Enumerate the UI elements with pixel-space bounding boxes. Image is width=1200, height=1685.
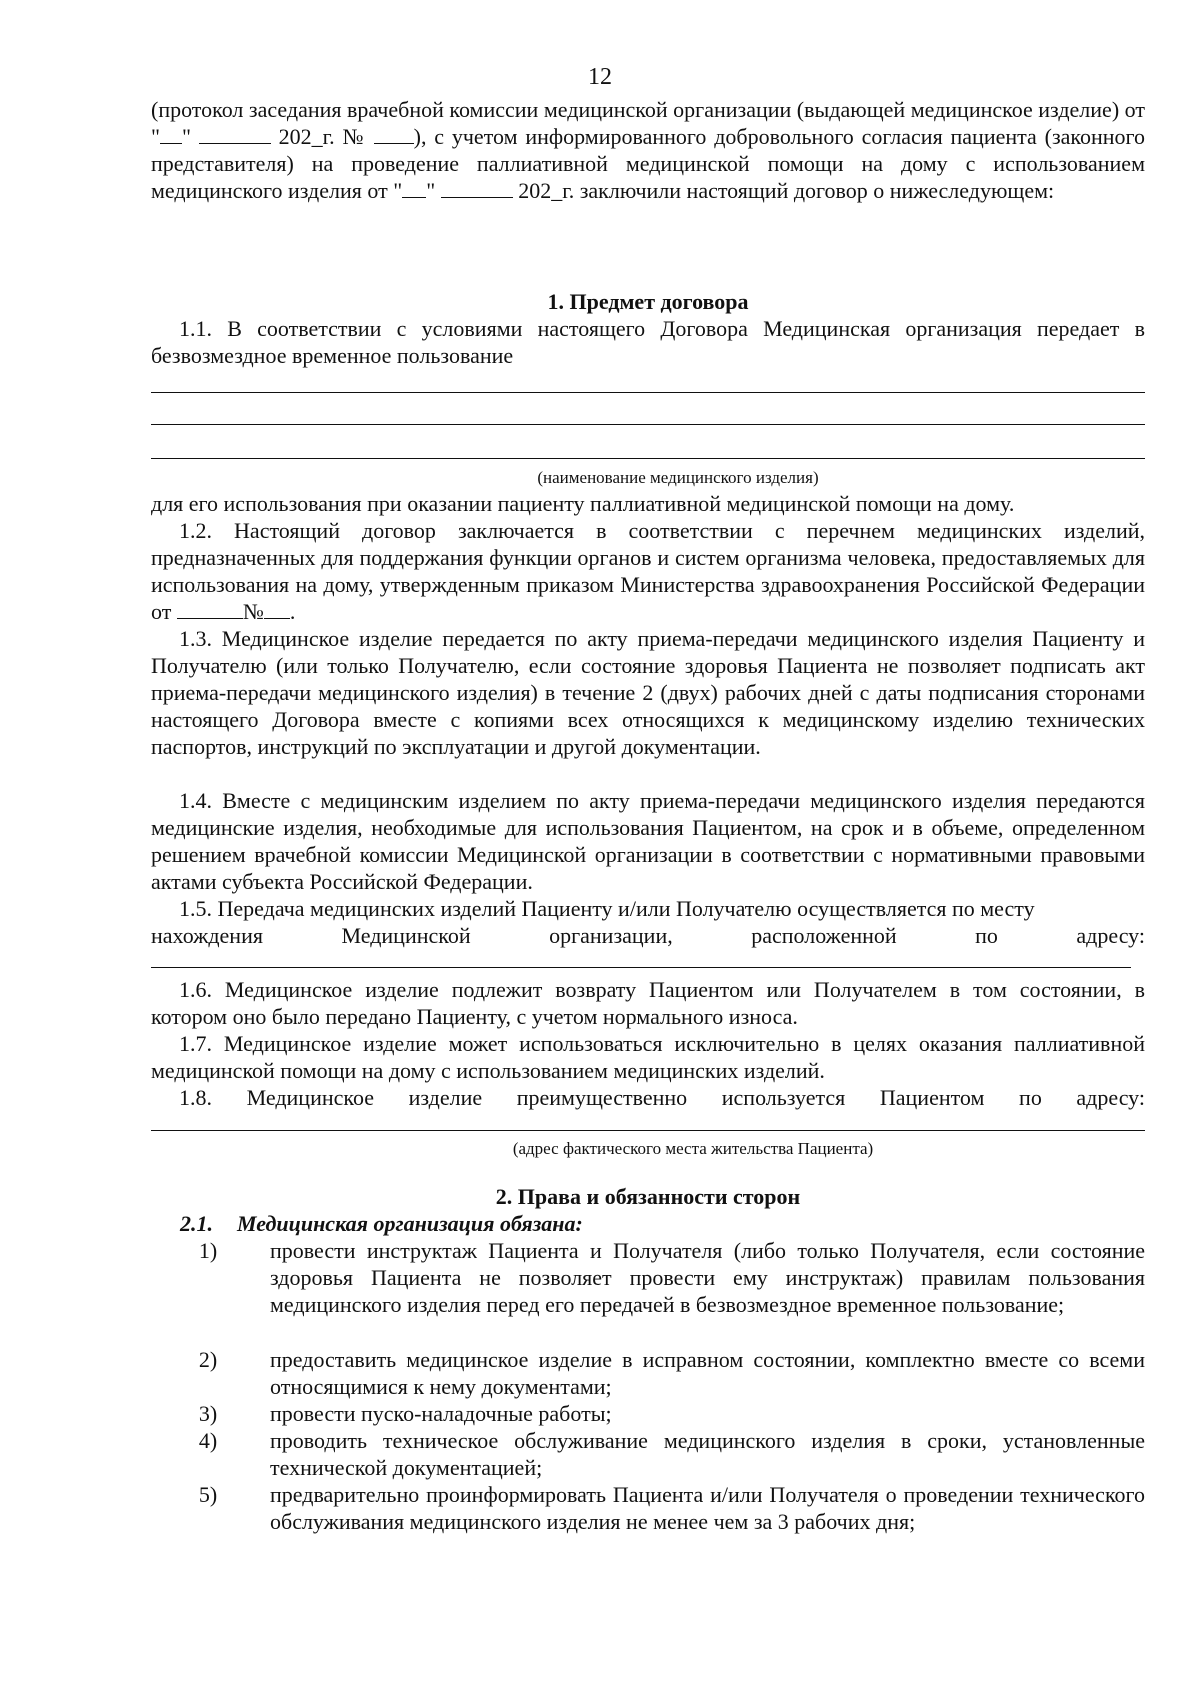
- day-blank: [402, 177, 426, 198]
- clause-1-5: 1.5. Передача медицинских изделий Пациенту и/или Получателю осуществляется по месту: [179, 896, 1035, 921]
- device-name-caption: (наименование медицинского изделия): [537, 468, 819, 487]
- clause-2-1-number: 2.1.: [180, 1211, 213, 1236]
- section-2-title: 2. Права и обязанности сторон: [495, 1184, 801, 1209]
- address-fill-line: [151, 967, 1131, 968]
- list-item-number: 3): [198, 1401, 218, 1426]
- month-blank: [199, 123, 271, 144]
- clause-1-8: 1.8. Медицинское изделие преимущественно используется Пациентом по адресу:: [179, 1085, 1145, 1110]
- clause-1-5-address-line: нахождения Медицинской организации, расположенной по адресу:: [151, 923, 1145, 948]
- list-item-text: провести пуско-наладочные работы;: [270, 1401, 612, 1426]
- clause-1-7: 1.7. Медицинское изделие может использоваться исключительно в целях оказания паллиативной медицинской помощи на дому с использованием медицинских изделий.: [151, 1031, 1145, 1083]
- list-item-number: 2): [198, 1347, 218, 1372]
- list-item-text: проводить техническое обслуживание медицинского изделия в сроки, установленные технической документацией;: [270, 1428, 1145, 1480]
- month-blank: [441, 177, 513, 198]
- fill-line: [151, 424, 1145, 425]
- list-item-text: предоставить медицинское изделие в исправном состоянии, комплектно вместе со всеми относящимися к нему документами;: [270, 1347, 1145, 1399]
- clause-1-6: 1.6. Медицинское изделие подлежит возврату Пациентом или Получателем в том состоянии, в котором оно было передано Пациенту, с учетом нормального износа.: [151, 977, 1145, 1029]
- clause-1-1: 1.1. В соответствии с условиями настоящего Договора Медицинская организация передает в безвозмездное временное пользование: [151, 316, 1145, 368]
- page-number: 12: [588, 64, 612, 90]
- date-blank: [177, 598, 243, 619]
- list-item-text: предварительно проинформировать Пациента и/или Получателя о проведении технического обслуживания медицинского изделия не менее чем за 3 рабочих дня;: [270, 1482, 1145, 1534]
- clause-1-1-continuation: для его использования при оказании пациенту паллиативной медицинской помощи на дому.: [151, 491, 1015, 516]
- section-1-title: 1. Предмет договора: [547, 289, 749, 314]
- residence-address-caption: (адрес фактического места жительства Пациента): [512, 1139, 874, 1158]
- day-blank: [160, 123, 182, 144]
- fill-line: [151, 458, 1145, 459]
- list-item-text: провести инструктаж Пациента и Получателя (либо только Получателя, если состояние здоровья Пациента не позволяет провести ему инструктаж) правилам пользования медицинского изделия перед его передачей в безвозмездное временное пользование;: [270, 1238, 1145, 1317]
- intro-paragraph: (протокол заседания врачебной комиссии медицинской организации (выдающей медицинское изделие) от " " 202_г. № ), с учетом информированного добровольного согласия пациента (законного представителя) на проведение паллиативной медицинской помощи на дому с использованием медицинского изделия от " " 202_г. заключили настоящий договор о нижеследующем:: [151, 97, 1145, 203]
- clause-1-3: 1.3. Медицинское изделие передается по акту приема-передачи медицинского изделия Пациенту и Получателю (или только Получателю, если состояние здоровья Пациента не позволяет подписать акт приема-передачи медицинского изделия) в течение 2 (двух) рабочих дней с даты подписания сторонами настоящего Договора вместе с копиями всех относящихся к медицинскому изделию технических паспортов, инструкций по эксплуатации и другой документации.: [151, 626, 1145, 759]
- list-item-number: 5): [198, 1482, 218, 1507]
- residence-address-line: [151, 1130, 1145, 1131]
- number-blank: [374, 123, 414, 144]
- fill-line: [151, 392, 1145, 393]
- clause-1-4: 1.4. Вместе с медицинским изделием по акту приема-передачи медицинского изделия передаются медицинские изделия, необходимые для использования Пациентом, на срок и в объеме, определенном решением врачебной комиссии Медицинской организации в соответствии с нормативными правовыми актами субъекта Российской Федерации.: [151, 788, 1145, 894]
- clause-2-1-title: Медицинская организация обязана:: [237, 1211, 583, 1236]
- clause-1-2: 1.2. Настоящий договор заключается в соответствии с перечнем медицинских изделий, предназначенных для поддержания функции органов и систем организма человека, предоставляемых для использования на дому, утвержденным приказом Министерства здравоохранения Российской Федерации от № .: [151, 518, 1145, 624]
- list-item-number: 1): [198, 1238, 218, 1263]
- list-item-number: 4): [198, 1428, 218, 1453]
- number-blank: [264, 598, 290, 619]
